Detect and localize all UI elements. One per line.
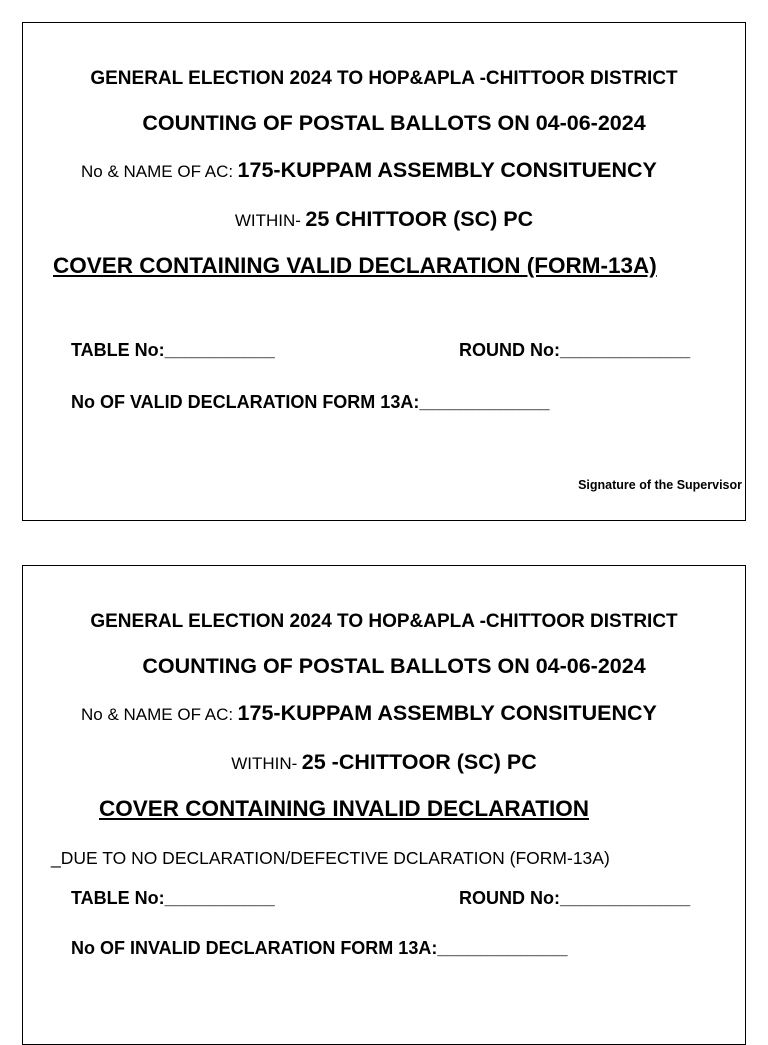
ac-line	[81, 158, 657, 183]
pc-line	[23, 207, 745, 232]
election-line: GENERAL ELECTION 2024 TO HOP&APLA -CHITTOOR DISTRICT	[90, 68, 678, 89]
counting-line: COUNTING OF POSTAL BALLOTS ON 04-06-2024	[142, 111, 646, 135]
pc-line	[23, 750, 745, 775]
invalid-reason-line: _DUE TO NO DECLARATION/DEFECTIVE DCLARATION (FORM-13A)	[51, 848, 610, 868]
valid-declaration-cover	[22, 22, 746, 521]
invalid-declaration-count-field: No OF INVALID DECLARATION FORM 13A:_____________	[71, 938, 568, 958]
cover-title: COVER CONTAINING VALID DECLARATION (FORM-13A)	[53, 253, 657, 278]
pc-name: 25 -CHITTOOR (SC) PC	[301, 750, 537, 774]
supervisor-signature-label: Signature of the Supervisor	[578, 478, 742, 492]
election-line: GENERAL ELECTION 2024 TO HOP&APLA -CHITTOOR DISTRICT	[90, 611, 678, 632]
ac-line	[81, 701, 657, 726]
pc-name: 25 CHITTOOR (SC) PC	[305, 207, 534, 231]
pc-prefix: WITHIN-	[234, 211, 301, 230]
table-number-field: TABLE No:___________	[71, 340, 275, 360]
table-number-field: TABLE No:___________	[71, 888, 275, 908]
ac-prefix: No & NAME OF AC:	[81, 162, 234, 181]
counting-line: COUNTING OF POSTAL BALLOTS ON 04-06-2024	[142, 654, 646, 678]
round-number-field: ROUND No:_____________	[459, 340, 691, 360]
valid-declaration-count-field: No OF VALID DECLARATION FORM 13A:_____________	[71, 392, 550, 412]
pc-prefix: WITHIN-	[231, 754, 298, 773]
cover-title: COVER CONTAINING INVALID DECLARATION	[99, 796, 589, 821]
ac-name: 175-KUPPAM ASSEMBLY CONSITUENCY	[237, 701, 657, 725]
round-number-field: ROUND No:_____________	[459, 888, 691, 908]
ac-prefix: No & NAME OF AC:	[81, 705, 234, 724]
invalid-declaration-cover	[22, 565, 746, 1045]
ac-name: 175-KUPPAM ASSEMBLY CONSITUENCY	[237, 158, 657, 182]
